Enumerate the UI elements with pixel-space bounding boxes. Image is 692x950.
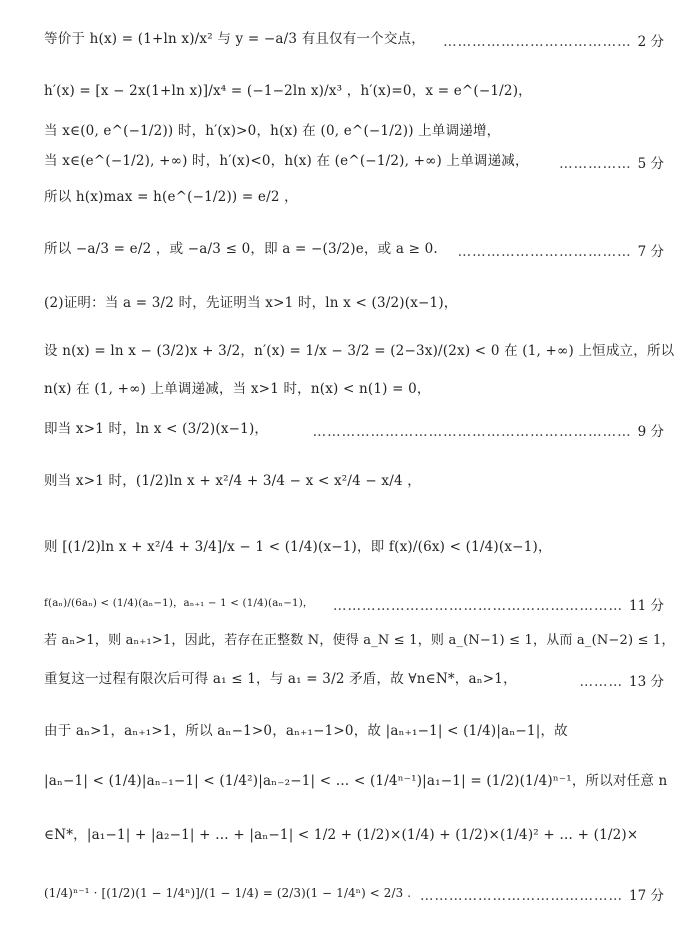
solution-line: (2)证明：当 a = 3/2 时，先证明当 x>1 时，ln x < (3/2)(x−1)， (44, 295, 458, 311)
leader-dots: …………… (559, 156, 632, 172)
score-marker (559, 152, 664, 172)
solution-line: f(aₙ)/(6aₙ) < (1/4)(aₙ−1)，aₙ₊₁ − 1 < (1/4)(aₙ−1)， (44, 597, 314, 609)
solution-line: 设 n(x) = ln x − (3/2)x + 3/2，n′(x) = 1/x − 3/2 = (2−3x)/(2x) < 0 在 (1, +∞) 上恒成立，所以 (44, 343, 675, 359)
solution-line: 当 x∈(e^(−1/2), +∞) 时，h′(x)<0，h(x) 在 (e^(−1/2), +∞) 上单调递减， (44, 153, 529, 169)
score-marker (313, 420, 664, 440)
solution-line: 等价于 h(x) = (1+ln x)/x² 与 y = −a/3 有且仅有一个交点， (44, 31, 425, 47)
score-marker (458, 240, 664, 260)
leader-dots: ……………………………… (457, 244, 632, 260)
solution-line: (1/4)ⁿ⁻¹ · [(1/2)(1 − 1/4ⁿ)]/(1 − 1/4) = (2/3)(1 − 1/4ⁿ) < 2/3 . (44, 886, 412, 900)
solution-line: 当 x∈(0, e^(−1/2)) 时，h′(x)>0，h(x) 在 (0, e^(−1/2)) 上单调递增， (44, 123, 501, 139)
solution-line: 由于 aₙ>1，aₙ₊₁>1，所以 aₙ−1>0，aₙ₊₁−1>0，故 |aₙ₊₁−1| < (1/4)|aₙ−1|，故 (44, 723, 568, 739)
score-marker (420, 884, 664, 904)
solution-line: 重复这一过程有限次后可得 a₁ ≤ 1，与 a₁ = 3/2 矛盾，故 ∀n∈N*，aₙ>1， (44, 671, 517, 687)
solution-line: 所以 h(x)max = h(e^(−1/2)) = e/2 ， (44, 189, 298, 205)
score-points: 5 分 (637, 156, 664, 172)
score-points: 2 分 (637, 34, 664, 50)
solution-line: 若 aₙ>1，则 aₙ₊₁>1，因此，若存在正整数 N，使得 a_N ≤ 1，则 a_(N−1) ≤ 1，从而 a_(N−2) ≤ 1， (44, 633, 675, 648)
solution-line: ∈N*，|a₁−1| + |a₂−1| + … + |aₙ−1| < 1/2 + (1/2)×(1/4) + (1/2)×(1/4)² + … + (1/2)× (44, 827, 639, 843)
leader-dots: ………………………………………………………… (312, 424, 632, 440)
solution-line: 所以 −a/3 = e/2 ，或 −a/3 ≤ 0，即 a = −(3/2)e，或 a ≥ 0. (44, 241, 438, 257)
score-points: 7 分 (637, 244, 664, 260)
score-points: 17 分 (629, 888, 664, 904)
score-points: 13 分 (629, 674, 664, 690)
solution-line: |aₙ−1| < (1/4)|aₙ₋₁−1| < (1/4²)|aₙ₋₂−1| < … < (1/4ⁿ⁻¹)|a₁−1| = (1/2)(1/4)ⁿ⁻¹，所以对任意 n (44, 773, 668, 789)
leader-dots: ………………………………… (443, 34, 632, 50)
leader-dots: ……… (579, 674, 624, 690)
leader-dots: …………………………………………………… (333, 598, 624, 614)
score-marker (333, 594, 664, 614)
solution-line: n(x) 在 (1, +∞) 上单调递减，当 x>1 时，n(x) < n(1) = 0， (44, 381, 431, 397)
score-marker (580, 670, 664, 690)
solution-line: h′(x) = [x − 2x(1+ln x)]/x⁴ = (−1−2ln x)/x³ ，h′(x)=0，x = e^(−1/2)， (44, 83, 532, 99)
solution-line: 则当 x>1 时，(1/2)ln x + x²/4 + 3/4 − x < x²/4 − x/4 ， (44, 473, 421, 489)
solution-line: 即当 x>1 时，ln x < (3/2)(x−1)， (44, 421, 269, 437)
solution-line: 则 [(1/2)ln x + x²/4 + 3/4]/x − 1 < (1/4)(x−1)，即 f(x)/(6x) < (1/4)(x−1)， (44, 539, 552, 555)
score-marker (443, 30, 664, 50)
score-points: 11 分 (629, 598, 664, 614)
score-points: 9 分 (637, 424, 664, 440)
leader-dots: …………………………………… (420, 888, 624, 904)
